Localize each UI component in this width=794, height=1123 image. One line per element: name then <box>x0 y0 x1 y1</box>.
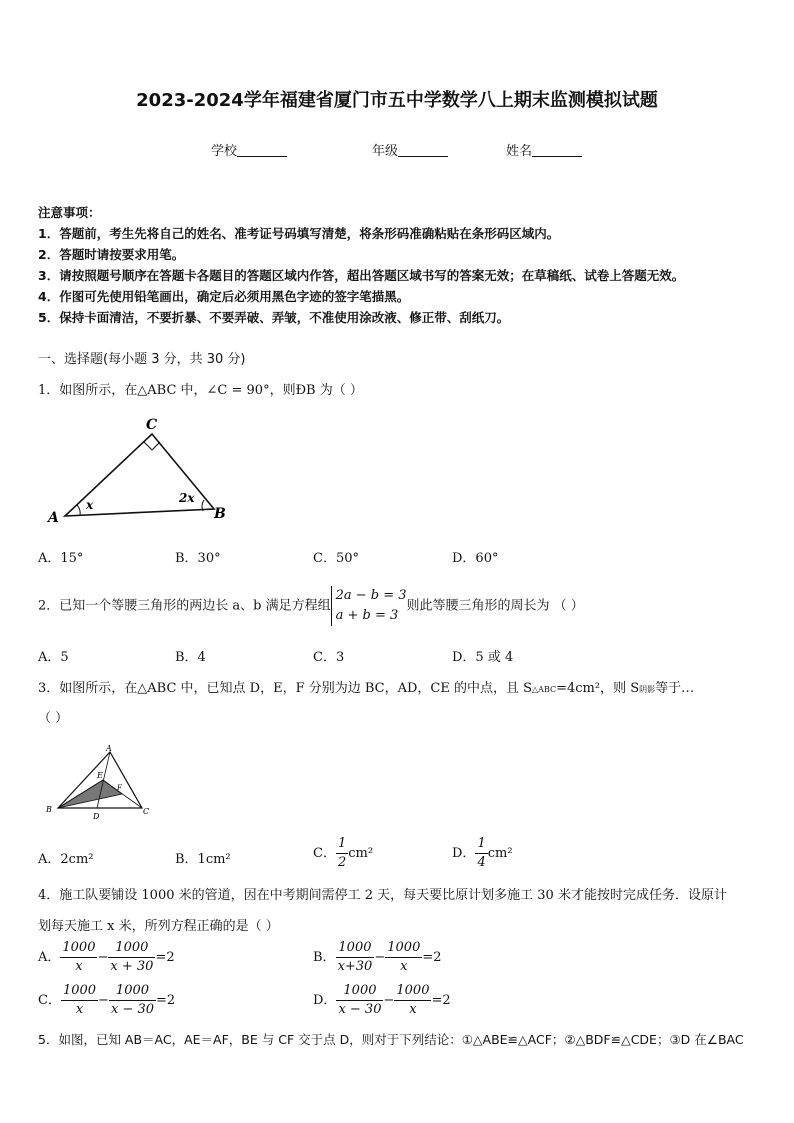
numerator: 1000 <box>336 982 383 1001</box>
q3-text-b: =4cm²，则 S <box>556 681 640 696</box>
notice-item: 2．答题时请按要求用笔。 <box>38 247 185 262</box>
q2-option-b[interactable]: B．4 <box>175 650 206 665</box>
q2-option-c[interactable]: C．3 <box>313 650 345 665</box>
fraction-one-half <box>336 835 348 872</box>
q2-option-a[interactable]: A．5 <box>38 650 69 665</box>
grade-label: 年级 <box>372 144 399 159</box>
triangle-abc <box>58 752 142 808</box>
school-label: 学校 <box>211 144 238 159</box>
fraction <box>385 939 422 976</box>
label-f: F <box>117 784 122 792</box>
question-3-bracket: （ ） <box>38 711 69 726</box>
equation-system <box>331 586 407 626</box>
option-label: D． <box>313 993 337 1008</box>
denominator: 2 <box>337 855 347 870</box>
option-label: B． <box>313 950 336 965</box>
fraction-one-quarter <box>475 835 487 872</box>
numerator: 1000 <box>108 939 155 958</box>
rhs: =2 <box>422 950 442 965</box>
name-blank <box>532 144 582 157</box>
q3-option-a[interactable]: A．2cm² <box>38 852 94 867</box>
question-4-line-1: 4．施工队要铺设 1000 米的管道，因在中考期间需停工 2 天，每天要比原计划多施工 30 米才能按时完成任务．设原计 <box>38 888 727 903</box>
grade-blank <box>398 144 448 157</box>
q1-option-b[interactable]: B．30° <box>175 551 221 566</box>
q4-option-b[interactable]: B． $\frac{1000}{x+30}$ − $\frac{1000}{x}$ =2 <box>313 940 442 974</box>
fraction <box>336 939 375 976</box>
shaded-triangle <box>58 780 122 808</box>
numerator: 1 <box>475 835 487 854</box>
question-4-line-2: 划每天施工 x 米，所列方程正确的是（ ） <box>38 919 279 934</box>
rhs: =2 <box>155 993 176 1008</box>
q3-text-a: 3．如图所示，在△ABC 中，已知点 D，E，F 分别为边 BC，AD，CE 的中点，且 S <box>38 681 533 696</box>
notice-item: 4．作图可先使用铅笔画出，确定后必须用黑色字迹的签字笔描黑。 <box>38 289 410 304</box>
q1-triangle-figure <box>40 412 230 527</box>
q3-option-c[interactable] <box>313 835 373 872</box>
denominator: x+30 <box>337 959 373 974</box>
numerator: 1000 <box>394 982 431 1001</box>
q4-option-a[interactable]: A． $\frac{1000}{x}$ − $\frac{1000}{x + 30}$ =2 <box>38 940 175 974</box>
numerator: 1 <box>336 835 348 854</box>
fraction <box>394 982 431 1019</box>
option-label: C． <box>38 993 61 1008</box>
school-field <box>211 140 287 159</box>
label-angle-2x: 2x <box>179 491 195 505</box>
numerator: 1000 <box>385 939 422 958</box>
label-c: C <box>146 417 158 433</box>
option-label: C． <box>313 846 336 861</box>
fraction <box>61 982 98 1019</box>
numerator: 1000 <box>109 982 156 1001</box>
label-c: C <box>143 807 150 816</box>
label-b: B <box>214 506 226 522</box>
equation-1: 2a − b = 3 <box>335 588 407 603</box>
option-label: D． <box>452 846 476 861</box>
unit: cm² <box>348 846 374 861</box>
notice-heading: 注意事项： <box>38 205 101 220</box>
q2-suffix: 则此等腰三角形的周长为 （ ） <box>406 598 584 614</box>
notice-item: 5．保持卡面清洁，不要折暴、不要弄破、弄皱，不准使用涂改液、修正带、刮纸刀。 <box>38 310 510 325</box>
numerator: 1000 <box>61 982 98 1001</box>
q3-option-b[interactable]: B．1cm² <box>175 852 231 867</box>
fraction <box>109 982 156 1019</box>
q3-subscript-abc: △ABC <box>532 685 557 694</box>
q3-triangle-figure <box>42 742 157 824</box>
fraction <box>336 982 383 1019</box>
name-label: 姓名 <box>506 144 533 159</box>
numerator: 1000 <box>60 939 97 958</box>
notice-item: 3．请按照题号顺序在答题卡各题目的答题区域内作答，超出答题区域书写的答案无效；在草稿纸、试卷上答题无效。 <box>38 268 685 283</box>
q2-prefix: 2．已知一个等腰三角形的两边长 a、b 满足方程组 <box>38 598 331 614</box>
label-angle-x: x <box>86 498 94 512</box>
name-field <box>506 140 582 159</box>
denominator: x <box>75 959 83 974</box>
option-label: A． <box>38 950 61 965</box>
numerator: 1000 <box>336 939 375 958</box>
grade-field <box>372 140 448 159</box>
q3-option-d[interactable] <box>452 835 513 872</box>
right-angle-mark <box>144 442 160 450</box>
equation-2: a + b = 3 <box>335 608 399 623</box>
q1-option-d[interactable]: D．60° <box>452 551 499 566</box>
label-e: E <box>97 771 103 780</box>
fraction <box>108 939 155 976</box>
q3-text-c: 等于… <box>655 681 695 696</box>
school-blank <box>237 144 287 157</box>
rhs: =2 <box>155 950 175 965</box>
denominator: x <box>75 1002 84 1017</box>
page-title: 2023-2024学年福建省厦门市五中学数学八上期末监测模拟试题 <box>136 90 658 111</box>
q2-option-d[interactable]: D．5 或 4 <box>452 650 514 665</box>
section-title: 一、选择题(每小题 3 分，共 30 分) <box>38 352 246 367</box>
denominator: x − 30 <box>338 1002 382 1017</box>
question-3-text <box>38 677 694 696</box>
label-a: A <box>48 510 59 526</box>
q4-option-d[interactable]: D． $\frac{1000}{x - 30}$ − $\frac{1000}{x}$ =2 <box>313 983 451 1017</box>
q1-option-c[interactable]: C．50° <box>313 551 359 566</box>
label-b: B <box>46 805 52 814</box>
q1-option-a[interactable]: A．15° <box>38 551 84 566</box>
question-2-text <box>38 586 584 626</box>
q4-option-c[interactable]: C． $\frac{1000}{x}$ − $\frac{1000}{x - 30}$ =2 <box>38 983 176 1017</box>
denominator: x <box>409 1002 417 1017</box>
unit: cm² <box>487 846 513 861</box>
denominator: 4 <box>477 855 486 870</box>
denominator: x <box>400 959 408 974</box>
question-5-text: 5．如图，已知 AB＝AC，AE＝AF，BE 与 CF 交于点 D，则对于下列结论：①△ABE≌△ACF；②△BDF≌△CDE；③D 在∠BAC <box>38 1032 744 1047</box>
rhs: =2 <box>431 993 451 1008</box>
denominator: x − 30 <box>110 1002 154 1017</box>
notice-item: 1．答题前，考生先将自己的姓名、准考证号码填写清楚，将条形码准确粘贴在条形码区域内。 <box>38 226 560 241</box>
denominator: x + 30 <box>110 959 154 974</box>
fraction <box>60 939 97 976</box>
angle-a-arc <box>77 505 80 515</box>
label-a: A <box>106 744 112 753</box>
question-1-text: 1．如图所示，在△ABC 中，∠C = 90°，则ÐB 为（ ） <box>38 383 363 398</box>
q3-subscript-shade: 阴影 <box>639 685 656 694</box>
label-d: D <box>93 812 100 821</box>
